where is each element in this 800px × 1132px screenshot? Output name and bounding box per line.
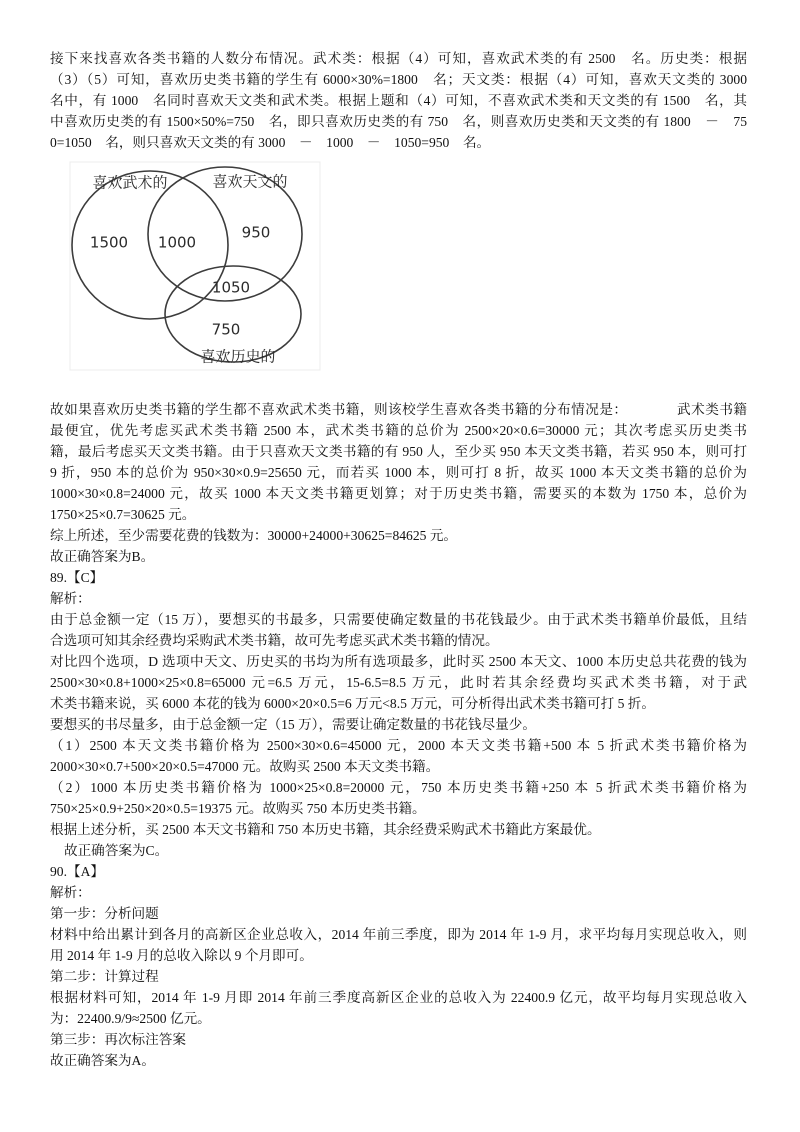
q89-reasoning-line: （2）1000 本历史类书籍价格为 1000×25×0.8=20000 元，750 本历史类书籍+250 本 5 折武术类书籍价格为 bbox=[50, 780, 747, 795]
venn-diagram bbox=[66, 160, 324, 372]
q89-heading: 89.【C】 bbox=[50, 570, 104, 585]
q90-answer: 故正确答案为A。 bbox=[50, 1053, 155, 1068]
q89-reasoning-line: 由于总金额一定（15 万），要想买的书最多，只需要使确定数量的书花钱最少。由于武术类书籍单价最低，且结 bbox=[50, 612, 747, 627]
q89-answer: 故正确答案为C。 bbox=[64, 843, 169, 858]
q88-purchase-line: 籍，最后考虑买天文类书籍。由于只喜欢天文类书籍的有 950 人，至少买 950 本天文类书籍，若买 950 本，则可打 bbox=[50, 444, 747, 459]
q88-purchase-line: 1750×25×0.7=30625 元。 bbox=[50, 507, 196, 522]
q88-purchase-line: 9 折，950 本的总价为 950×30×0.9=25650 元，而若买 1000 本，则可打 8 折，故买 1000 本天文类书籍的总价为 bbox=[50, 465, 747, 480]
document-page bbox=[50, 48, 747, 1071]
martial-arts-label: 喜欢武术的 bbox=[92, 173, 168, 192]
q88-purchase-line: 故如果喜欢历史类书籍的学生都不喜欢武术类书籍，则该校学生喜欢各类书籍的分布情况是： 武术类书籍 bbox=[50, 402, 747, 417]
q90-step1-title: 第一步：分析问题 bbox=[50, 906, 159, 921]
q90-step2-line: 根据材料可知，2014 年 1-9 月即 2014 年前三季度高新区企业的总收入为 22400.9 亿元，故平均每月实现总收入 bbox=[50, 990, 747, 1005]
q89-reasoning-line: （1）2500 本天文类书籍价格为 2500×30×0.6=45000 元，2000 本天文类书籍+500 本 5 折武术类书籍价格为 bbox=[50, 738, 747, 753]
q90-step1-line: 材料中给出累计到各月的高新区企业总收入，2014 年前三季度，即为 2014 年 1-9 月，求平均每月实现总收入，则 bbox=[50, 927, 747, 942]
q88-distribution-line: 名中，有 1000 名同时喜欢天文类和武术类。根据上题和（4）可知，不喜欢武术类和天文类的有 1500 名，其 bbox=[50, 93, 747, 108]
q88-distribution-line: 中喜欢历史类的有 1500×50%=750 名，即只喜欢历史类的有 750 名，则喜欢历史类和天文类的有 1800 － 75 bbox=[50, 114, 747, 129]
q88-distribution-line: 0=1050 名，则只喜欢天文类的有 3000 － 1000 － 1050=950 名。 bbox=[50, 135, 491, 150]
q90-step3-title: 第三步：再次标注答案 bbox=[50, 1032, 186, 1047]
q89-reasoning-line: 根据上述分析，买 2500 本天文书籍和 750 本历史书籍，其余经费采购武术书籍此方案最优。 bbox=[50, 822, 601, 837]
venn-figure bbox=[50, 153, 747, 399]
q89-reasoning-line: 要想买的书尽量多，由于总金额一定（15 万），需要让确定数量的书花钱尽量少。 bbox=[50, 717, 536, 732]
q89-reasoning-line: 2000×30×0.7+500×20×0.5=47000 元。故购买 2500 本天文类书籍。 bbox=[50, 759, 440, 774]
q89-reasoning-line: 750×25×0.9+250×20×0.5=19375 元。故购买 750 本历史类书籍。 bbox=[50, 801, 426, 816]
q88-distribution-line: 接下来找喜欢各类书籍的人数分布情况。武术类：根据（4）可知，喜欢武术类的有 2500 名。历史类：根据 bbox=[50, 51, 747, 66]
q90-step1-line: 用 2014 年 1-9 月的总收入除以 9 个月即可。 bbox=[50, 948, 313, 963]
q88-purchase-line: 1000×30×0.8=24000 元，故买 1000 本天文类书籍更划算；对于历史类书籍，需要买的本数为 1750 本，总价为 bbox=[50, 486, 747, 501]
q89-reasoning-line: 对比四个选项，D 选项中天文、历史买的书均为所有选项最多，此时买 2500 本天文、1000 本历史总共花费的钱为 bbox=[50, 654, 747, 669]
q88-purchase-line: 最便宜，优先考虑买武术类书籍 2500 本，武术类书籍的总价为 2500×20×0.6=30000 元；其次考虑买历史类书 bbox=[50, 423, 747, 438]
q88-distribution-line: （3）（5）可知，喜欢历史类书籍的学生有 6000×30%=1800 名；天文类：根据（4）可知，喜欢天文类的 3000 bbox=[50, 72, 747, 87]
astronomy-label: 喜欢天文的 bbox=[212, 172, 288, 191]
astronomy-history-value: 1050 bbox=[211, 278, 251, 297]
q90-heading: 90.【A】 bbox=[50, 864, 104, 879]
history-label: 喜欢历史的 bbox=[200, 347, 276, 366]
q88-summary: 综上所述，至少需要花费的钱数为：30000+24000+30625=84625 元。 bbox=[50, 528, 458, 543]
q88-answer: 故正确答案为B。 bbox=[50, 549, 155, 564]
martial-astronomy-value: 1000 bbox=[157, 233, 197, 252]
q89-reasoning-line: 合选项可知其余经费均采购武术类书籍，故可先考虑买武术类书籍的情况。 bbox=[50, 633, 499, 648]
astronomy-only-value: 950 bbox=[241, 223, 271, 242]
q89-reasoning-line: 术类书籍来说，买 6000 本花的钱为 6000×20×0.5=6 万元<8.5 万元，可分析得出武术类书籍可打 5 折。 bbox=[50, 696, 655, 711]
history-only-value: 750 bbox=[211, 320, 241, 339]
q90-step2-line: 为：22400.9/9≈2500 亿元。 bbox=[50, 1011, 211, 1026]
q90-step2-title: 第二步：计算过程 bbox=[50, 969, 159, 984]
q90-analysis-label: 解析： bbox=[50, 885, 91, 900]
figure-frame bbox=[70, 162, 320, 370]
martial-only-value: 1500 bbox=[89, 233, 129, 252]
q89-reasoning-line: 2500×30×0.8+1000×25×0.8=65000 元=6.5 万元，15-6.5=8.5 万元，此时若其余经费均买武术类书籍，对于武 bbox=[50, 675, 747, 690]
q89-analysis-label: 解析： bbox=[50, 591, 91, 606]
